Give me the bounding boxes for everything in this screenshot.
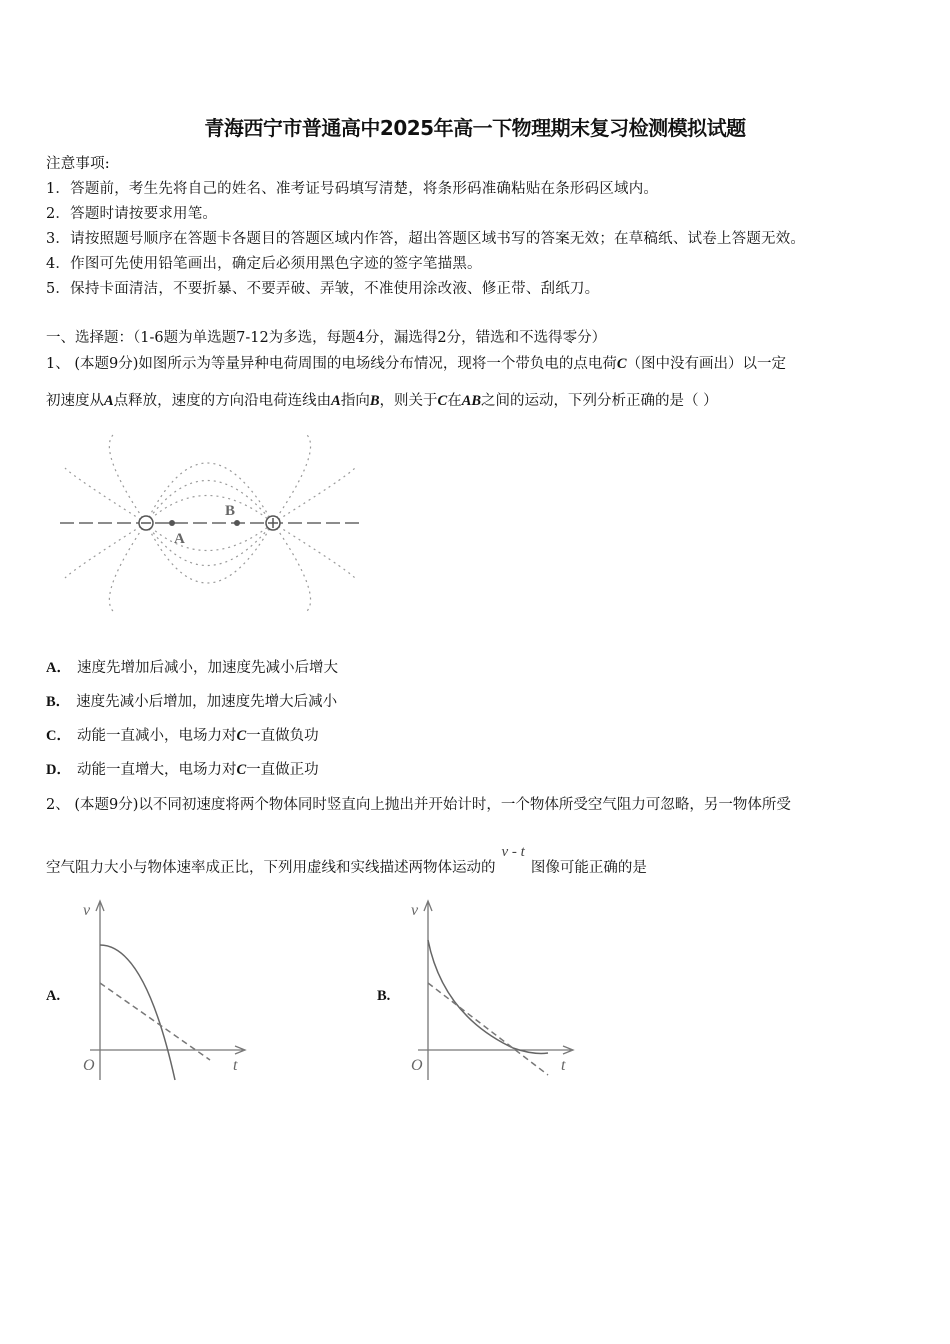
origin-label: O	[83, 1057, 95, 1074]
option-text: 速度先减小后增加，加速度先增大后减小	[76, 694, 338, 710]
vt-symbol: v - t	[501, 844, 525, 860]
graph-b	[403, 895, 583, 1085]
option-key: B．	[46, 694, 71, 710]
note-item: 5．保持卡面清洁，不要折暴、不要弄破、弄皱，不准使用涂改液、修正带、刮纸刀。	[46, 281, 600, 297]
text: 空气阻力大小与物体速率成正比，下列用虚线和实线描述两物体运动的	[46, 860, 496, 876]
text: 1、 (本题9分)如图所示为等量异种电荷周围的电场线分布情况，现将一个带负电的点电荷	[46, 356, 617, 372]
var: AB	[461, 393, 482, 409]
text: 在	[447, 393, 462, 409]
note-item: 3．请按照题号顺序在答题卡各题目的答题区域内作答，超出答题区域书写的答案无效；在草稿纸、试卷上答题无效。	[46, 231, 806, 247]
option-text: 动能一直减小，电场力对	[76, 728, 237, 744]
option-c[interactable]	[46, 724, 319, 745]
notes-heading: 注意事项:	[46, 156, 110, 172]
axis-v-label: v	[83, 902, 91, 919]
text: 指向	[340, 393, 370, 409]
axis-t-label: t	[233, 1057, 238, 1074]
text: 图像可能正确的是	[530, 860, 647, 876]
point-b-label: B	[225, 503, 236, 519]
option-a[interactable]	[46, 656, 338, 677]
electric-field-figure	[55, 428, 365, 618]
text: （图中没有画出）以一定	[626, 356, 787, 372]
option-key: C．	[46, 728, 71, 744]
origin-label: O	[411, 1057, 423, 1074]
q1-line2	[46, 389, 718, 410]
note-item: 4．作图可先使用铅笔画出，确定后必须用黑色字迹的签字笔描黑。	[46, 256, 482, 272]
graph-b-key[interactable]: B.	[377, 988, 391, 1004]
var: C	[437, 393, 448, 409]
var: C	[236, 762, 247, 778]
note-item: 2．答题时请按要求用笔。	[46, 206, 218, 222]
q2-line2	[46, 844, 647, 877]
var: C	[236, 728, 247, 744]
option-key: D．	[46, 762, 71, 778]
var: A	[104, 393, 114, 409]
q1-line1	[46, 352, 786, 373]
text: 点释放，速度的方向沿电荷连线由	[113, 393, 332, 409]
page-title: 青海西宁市普通高中2025年高一下物理期末复习检测模拟试题	[204, 116, 746, 140]
graph-a-key[interactable]: A.	[46, 988, 61, 1004]
text: ，则关于	[379, 393, 438, 409]
option-b[interactable]	[46, 690, 337, 711]
point-a-label: A	[174, 531, 185, 547]
q2-line1: 2、 (本题9分)以不同初速度将两个物体同时竖直向上抛出并开始计时，一个物体所受空气阻力可忽略，另一物体所受	[46, 797, 791, 813]
option-text: 一直做负功	[246, 728, 319, 744]
section-heading: 一、选择题：（1-6题为单选题7-12为多选，每题4分，漏选得2分，错选和不选得零分）	[46, 330, 607, 346]
option-text: 速度先增加后减小，加速度先减小后增大	[76, 660, 338, 676]
option-d[interactable]	[46, 758, 319, 779]
text: 初速度从	[46, 393, 104, 409]
var: A	[331, 393, 341, 409]
option-key: A．	[46, 660, 71, 676]
axis-v-label: v	[411, 902, 419, 919]
graph-a	[75, 895, 255, 1085]
axis-t-label: t	[561, 1057, 566, 1074]
var: B	[369, 393, 380, 409]
var: C	[616, 356, 627, 372]
text: 之间的运动，下列分析正确的是（ ）	[481, 393, 718, 409]
option-text: 动能一直增大，电场力对	[76, 762, 237, 778]
note-item: 1．答题前，考生先将自己的姓名、准考证号码填写清楚，将条形码准确粘贴在条形码区域内。	[46, 181, 659, 197]
option-text: 一直做正功	[246, 762, 319, 778]
